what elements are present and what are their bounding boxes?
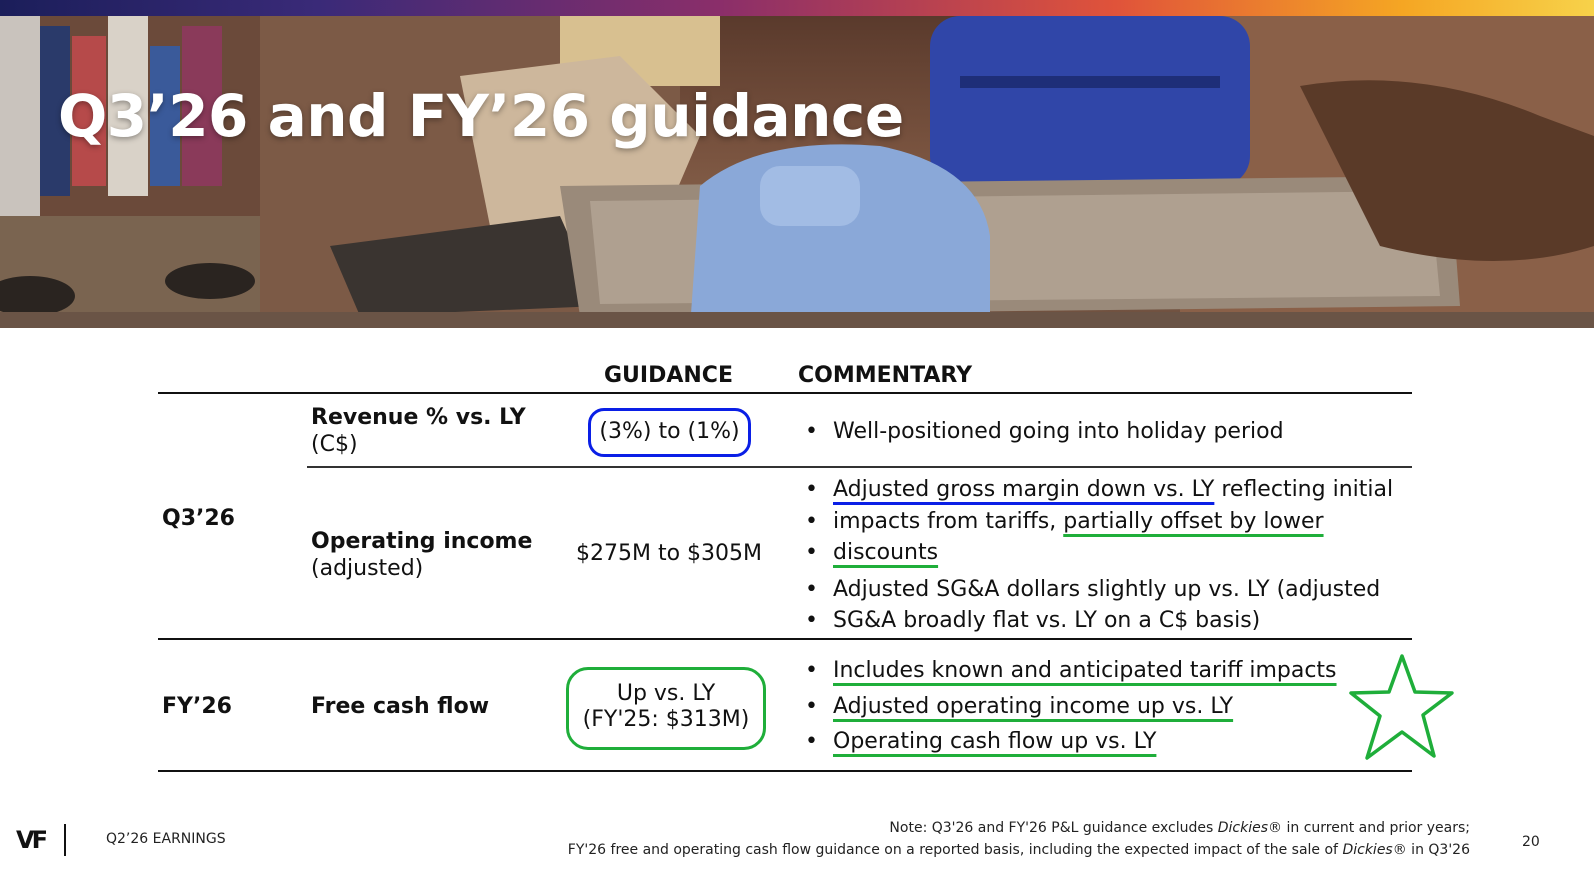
commentary-continuation: • SG&A broadly flat vs. LY on a C$ basis): [805, 605, 1393, 637]
metric-operating-income-label: Operating income: [311, 529, 533, 554]
commentary-item: • Operating cash flow up vs. LY: [805, 726, 1337, 758]
commentary-item: • Adjusted SG&A dollars slightly up vs. LY (adjusted: [805, 574, 1393, 606]
metric-free-cash-flow: [311, 693, 489, 720]
commentary-column-header: COMMENTARY: [798, 363, 973, 388]
period-label-q3: Q3’26: [162, 506, 235, 531]
star-annotation-icon: [1348, 652, 1456, 764]
q3-inner-rule: [307, 466, 1412, 468]
vf-logo: VF: [16, 826, 45, 854]
slide-title: Q3’26 and FY’26 guidance: [58, 82, 904, 150]
commentary-item: • Adjusted operating income up vs. LY: [805, 691, 1337, 723]
operating-income-commentary: [805, 474, 1393, 637]
metric-operating-income: [311, 528, 532, 582]
metric-revenue-label: Revenue % vs. LY: [311, 405, 526, 430]
bottom-rule: [158, 770, 1412, 772]
revenue-guidance-value: (3%) to (1%): [599, 419, 740, 444]
period-label-fy: FY’26: [162, 694, 232, 719]
fcf-commentary: [805, 655, 1337, 758]
operating-income-guidance-value: $275M to $305M: [575, 541, 762, 566]
commentary-item: • Includes known and anticipated tariff impacts: [805, 655, 1337, 687]
commentary-continuation: • impacts from tariffs, partially offset by lower: [805, 506, 1393, 538]
hero-illustration: [0, 16, 1594, 328]
page-number: 20: [1522, 834, 1540, 850]
footer-label: Q2’26 EARNINGS: [106, 831, 226, 847]
fcf-guidance-line1: Up vs. LY: [616, 681, 716, 706]
footnote-line-1: Note: Q3'26 and FY'26 P&L guidance excludes Dickies® in current and prior years;: [889, 820, 1470, 836]
discounts-highlight: discounts: [833, 540, 939, 565]
fcf-guidance-line2: (FY'25: $313M): [582, 707, 750, 732]
metric-revenue: [311, 404, 526, 458]
footnote-line-2: FY'26 free and operating cash flow guidance on a reported basis, including the expected impact of the sale of Dickies® in Q3'26: [567, 842, 1470, 858]
fcf-guidance-value: [566, 681, 766, 733]
header-rule: [158, 392, 1412, 394]
offset-highlight: partially offset by lower: [1063, 508, 1324, 534]
metric-operating-income-sub: (adjusted): [311, 556, 424, 581]
q3-fy-rule: [158, 638, 1412, 640]
top-gradient-bar: [0, 0, 1594, 16]
guidance-column-header: GUIDANCE: [604, 363, 733, 388]
hero-photo: [0, 16, 1594, 328]
metric-revenue-sub: (C$): [311, 432, 358, 457]
gross-margin-highlight: Adjusted gross margin down vs. LY: [833, 477, 1215, 502]
commentary-item: • Well-positioned going into holiday period: [805, 416, 1284, 448]
revenue-commentary: [805, 416, 1284, 448]
metric-free-cash-flow-label: Free cash flow: [311, 694, 490, 719]
footer-divider: [64, 824, 66, 856]
commentary-continuation: [805, 537, 1393, 569]
commentary-item: • Adjusted gross margin down vs. LY reflecting initial: [805, 474, 1393, 506]
